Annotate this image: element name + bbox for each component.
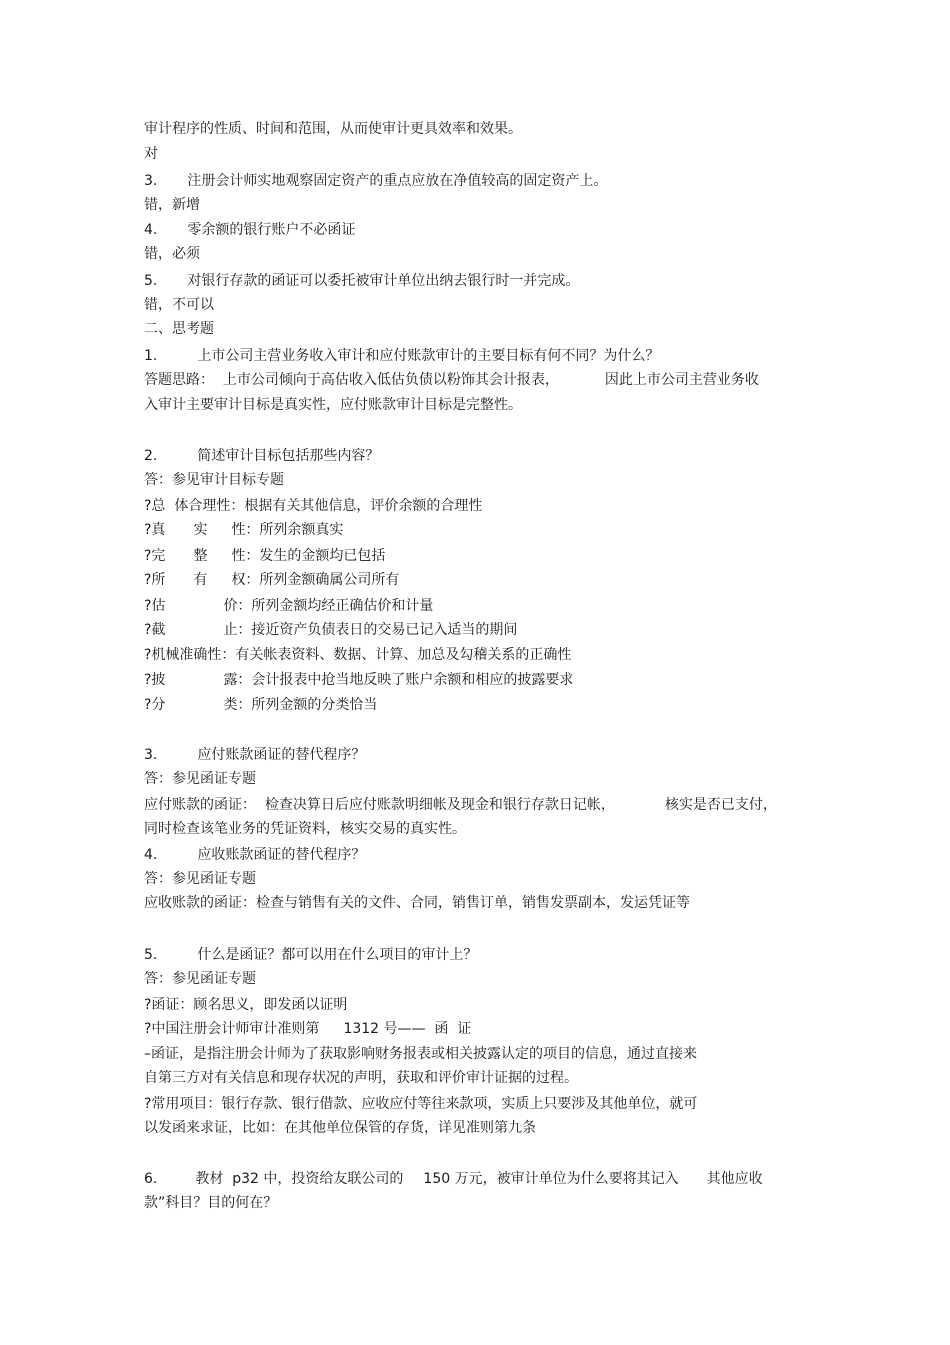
list-term: ?披	[144, 672, 166, 688]
list-term: ?真	[144, 522, 166, 538]
question-text: 应收账款函证的替代程序？	[197, 847, 366, 863]
list-term: ?截	[144, 622, 166, 638]
answer-line	[144, 796, 777, 814]
answer-line: 答：参见审计目标专题	[144, 472, 284, 488]
list-desc: 止：接近资产负债表日的交易已记入适当的期间	[223, 622, 518, 638]
list-item: ?机械准确性：有关帐表资料、数据、计算、加总及勾稽关系的正确性	[144, 647, 572, 663]
answer-line: 同时检查该笔业务的凭证资料，核实交易的真实性。	[144, 821, 466, 837]
list-term: ?估	[144, 598, 166, 614]
text-line: 以发函来求证，比如：在其他单位保管的存货，详见准则第九条	[144, 1120, 536, 1136]
answer-text: 应付账款的函证： 检查决算日后应付账款明细帐及现金和银行存款日记帐，	[144, 797, 615, 813]
answer-text: 因此上市公司主营业务收	[604, 372, 759, 388]
question-line	[144, 221, 355, 239]
answer-line: 答：参见函证专题	[144, 871, 256, 887]
text-line: –函证，是指注册会计师为了获取影响财务报表或相关披露认定的项目的信息，通过直接来	[144, 1046, 697, 1062]
list-term: 实	[193, 522, 208, 538]
list-item: ?函证：顾名思义，即发函以证明	[144, 997, 348, 1013]
answer-line: 错，不可以	[144, 297, 214, 313]
question-line	[144, 1170, 763, 1188]
text-line: 审计程序的性质、时间和范围，从而使审计更具效率和效果。	[144, 121, 522, 137]
list-item	[144, 621, 517, 639]
question-text: 简述审计目标包括那些内容？	[197, 448, 380, 464]
question-number: 3.	[144, 747, 158, 763]
list-item: ?总 体合理性：根据有关其他信息，评价余额的合理性	[144, 498, 483, 514]
answer-line: 对	[144, 146, 158, 162]
list-item	[144, 571, 399, 589]
question-text: 什么是函证？都可以用在什么项目的审计上？	[197, 947, 478, 963]
list-item	[144, 671, 573, 689]
question-number: 2.	[144, 448, 158, 464]
list-term: ?所	[144, 572, 166, 588]
answer-line: 入审计主要审计目标是真实性，应付账款审计目标是完整性。	[144, 397, 522, 413]
answer-text: 答题思路： 上市公司倾向于高估收入低估负债以粉饰其会计报表，	[144, 372, 559, 388]
list-desc: 类：所列金额的分类恰当	[223, 697, 378, 713]
list-term: ?完	[144, 548, 166, 564]
question-text: 其他应收	[706, 1171, 763, 1187]
list-term: ?分	[144, 697, 166, 713]
question-line	[144, 447, 379, 465]
answer-line: 答：参见函证专题	[144, 771, 256, 787]
list-item	[144, 547, 385, 565]
question-text: 应付账款函证的替代程序？	[197, 747, 366, 763]
question-number: 4.	[144, 847, 158, 863]
question-number: 6.	[144, 1171, 158, 1187]
question-text: 注册会计师实地观察固定资产的重点应放在净值较高的固定资产上。	[187, 173, 608, 189]
question-text: 零余额的银行账户不必函证	[187, 222, 356, 238]
list-desc: 权：所列金额确属公司所有	[231, 572, 400, 588]
question-line: 款”科目？目的何在？	[144, 1195, 278, 1211]
list-item	[144, 597, 433, 615]
question-line	[144, 272, 579, 290]
list-term: 有	[193, 572, 208, 588]
question-number: 5.	[144, 273, 158, 289]
list-item: ?常用项目：银行存款、银行借款、应收应付等往来款项，实质上只要涉及其他单位，就可	[144, 1096, 698, 1112]
question-number: 5.	[144, 947, 158, 963]
question-line	[144, 946, 477, 964]
question-text: 上市公司主营业务收入审计和应付账款审计的主要目标有何不同？为什么？	[197, 348, 660, 364]
list-item	[144, 1020, 471, 1038]
answer-line	[144, 371, 759, 389]
answer-line: 错，必须	[144, 246, 200, 262]
question-text: 对银行存款的函证可以委托被审计单位出纳去银行时一并完成。	[187, 273, 580, 289]
list-term: ?中国注册会计师审计准则第	[144, 1021, 320, 1037]
list-item	[144, 521, 343, 539]
question-line	[144, 347, 659, 365]
list-desc: 露：会计报表中抢当地反映了账户余额和相应的披露要求	[223, 672, 574, 688]
list-desc: 1312 号—— 函 证	[343, 1021, 472, 1037]
question-number: 1.	[144, 348, 158, 364]
list-item	[144, 696, 377, 714]
section-heading: 二、思考题	[144, 321, 214, 337]
list-desc: 性：所列余额真实	[231, 522, 344, 538]
text-line: 自第三方对有关信息和现存状况的声明，获取和评价审计证据的过程。	[144, 1070, 578, 1086]
question-line	[144, 746, 365, 764]
question-line	[144, 172, 607, 190]
list-desc: 价：所列金额均经正确估价和计量	[223, 598, 434, 614]
question-number: 3.	[144, 173, 158, 189]
list-desc: 性：发生的金额均已包括	[231, 548, 386, 564]
question-text: 教材 p32 中，投资给友联公司的	[195, 1171, 404, 1187]
answer-line: 错，新增	[144, 197, 200, 213]
answer-text: 核实是否已支付，	[664, 797, 777, 813]
answer-line: 应收账款的函证：检查与销售有关的文件、合同，销售订单，销售发票副本，发运凭证等	[144, 895, 690, 911]
question-text: 150 万元，被审计单位为什么要将其记入	[423, 1171, 679, 1187]
list-term: 整	[193, 548, 208, 564]
question-number: 4.	[144, 222, 158, 238]
answer-line: 答：参见函证专题	[144, 971, 256, 987]
question-line	[144, 846, 365, 864]
